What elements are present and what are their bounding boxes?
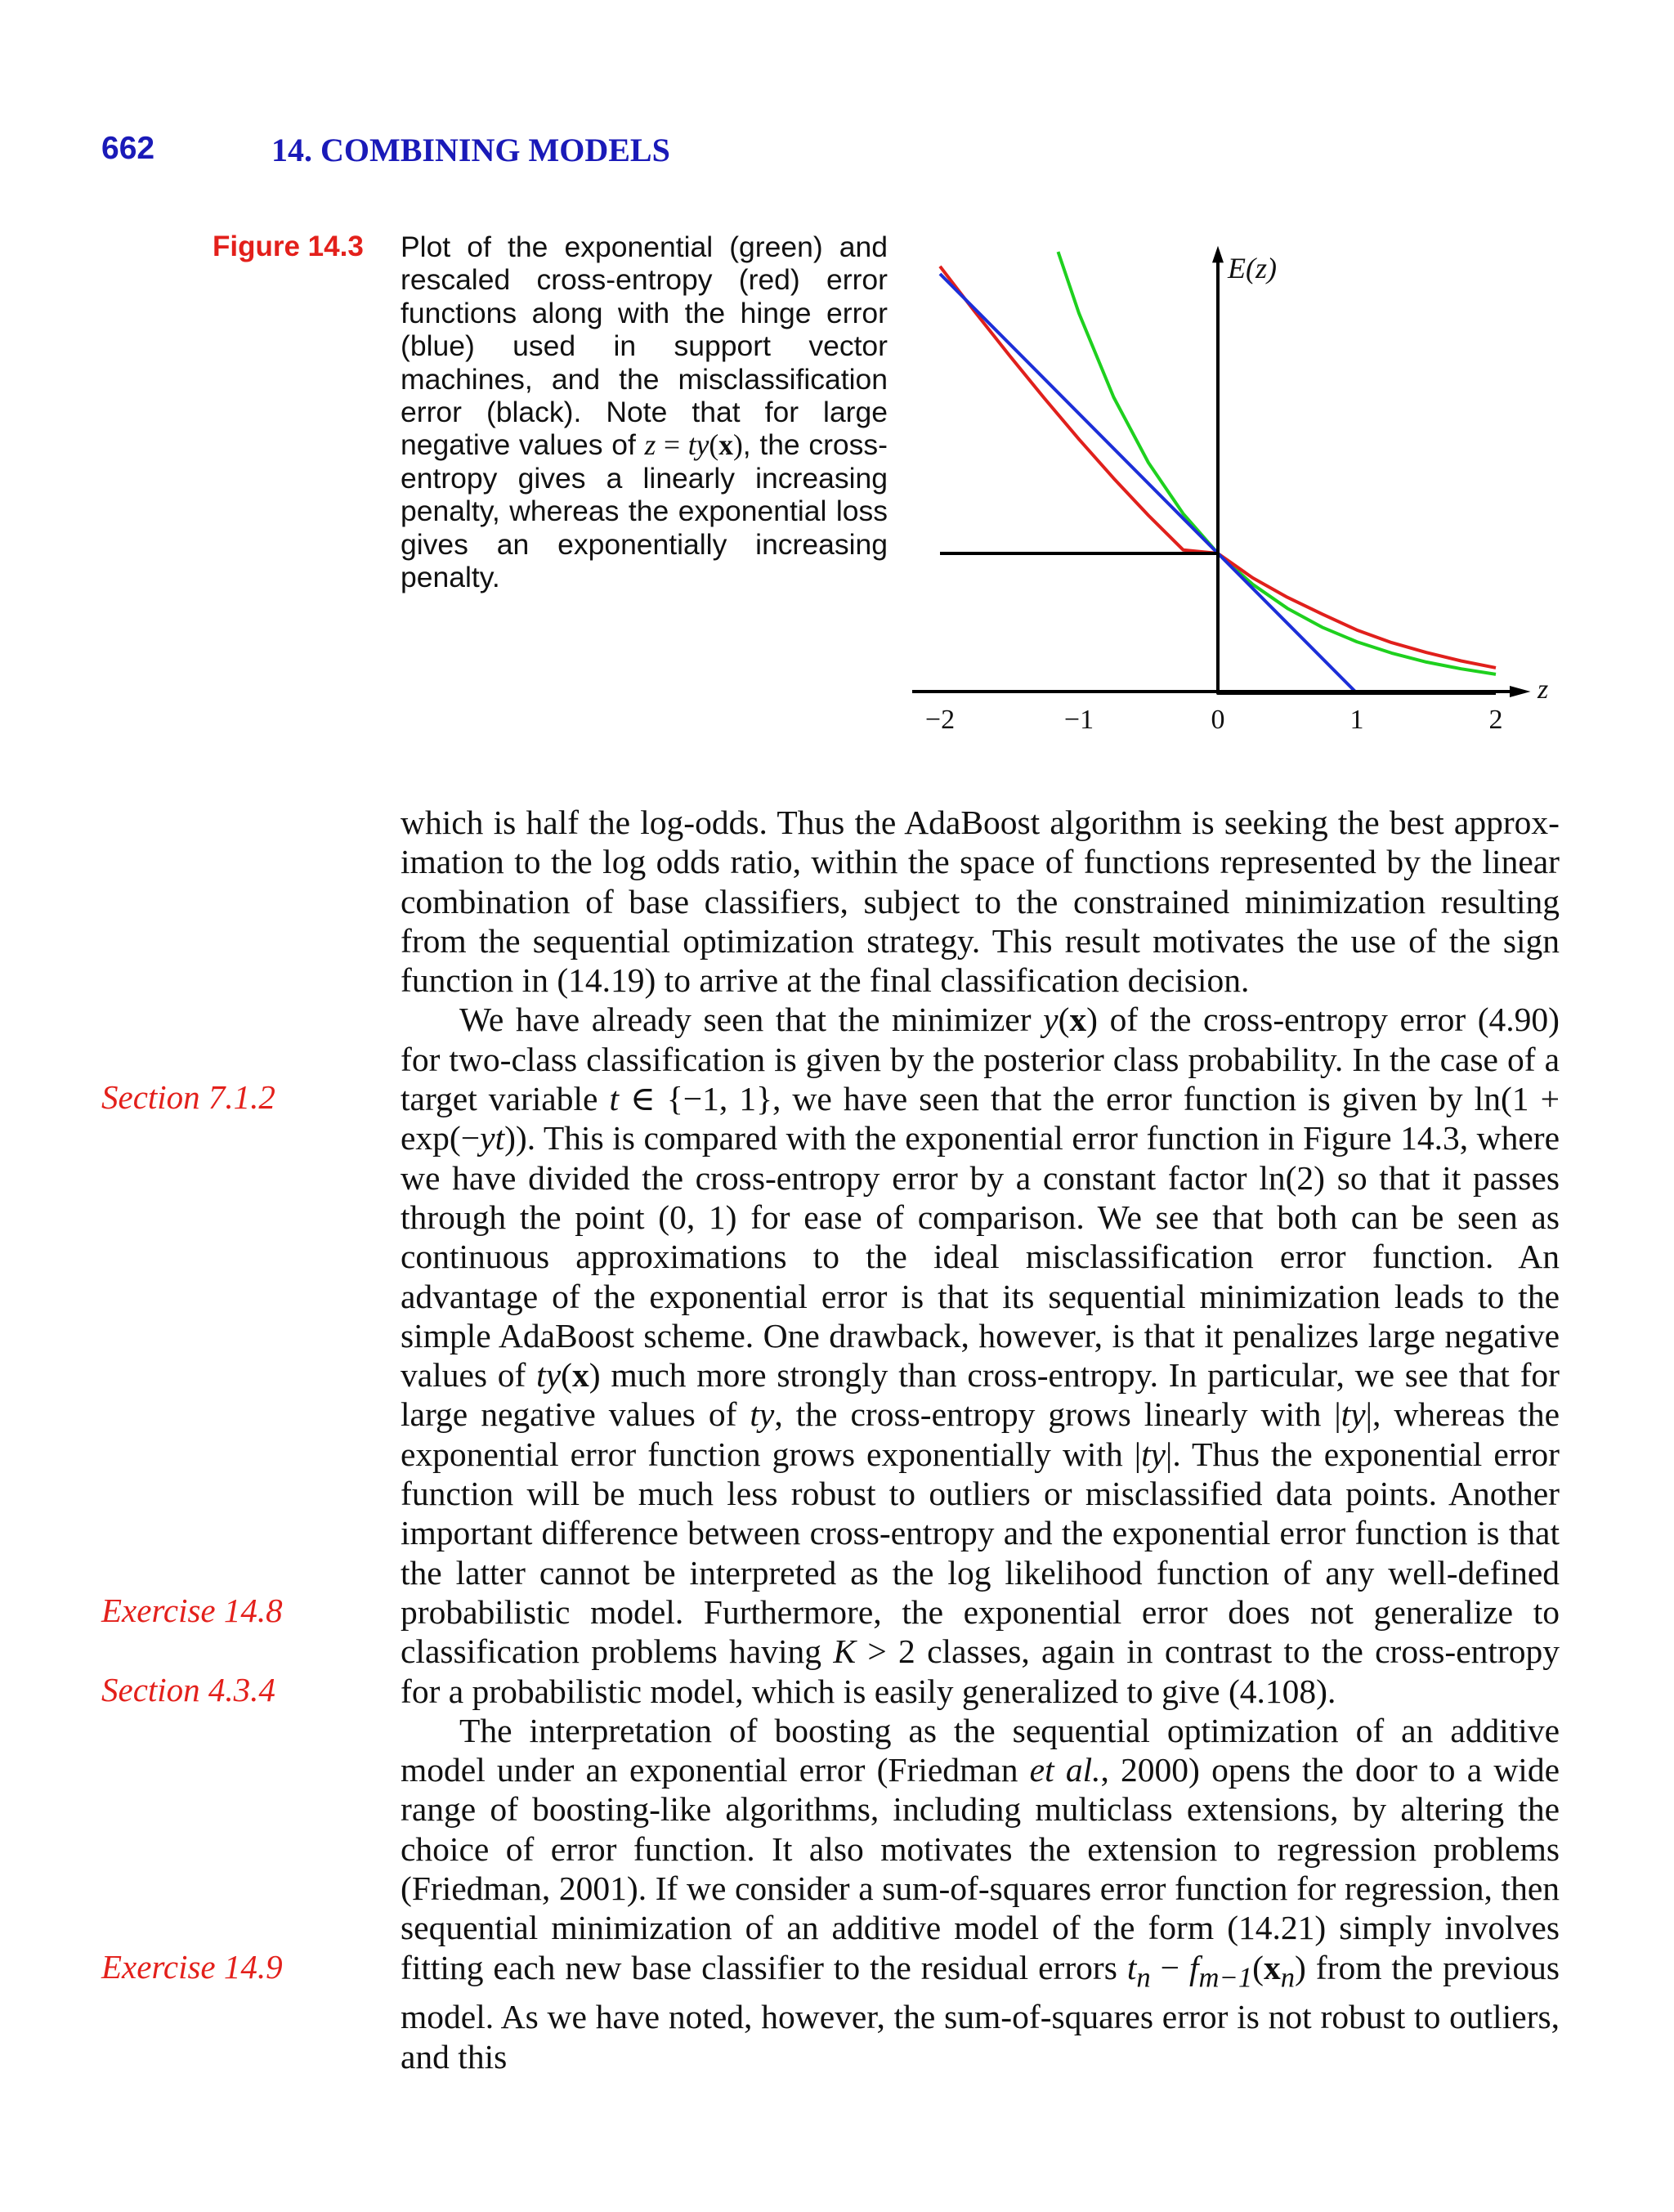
x-tick-label: −2 [924, 705, 956, 735]
figure-caption: Plot of the exponential (green) and rescaled cross-entropy (red) error functions along with the hinge error (blue) used in support vector machines, and the misclassification error (black). Note that for large negative values of z = ty(x), the cross-entropy gives a linearly increasing penalty, whereas the exponential loss gives an exponentially increasing penalty. [401, 231, 888, 594]
margin-note-section-7-1-2[interactable]: Section 7.1.2 [101, 1078, 275, 1116]
margin-note-section-4-3-4[interactable]: Section 4.3.4 [101, 1671, 275, 1708]
x-axis-arrowhead [1510, 686, 1531, 697]
margin-note-exercise-14-9[interactable]: Exercise 14.9 [101, 1948, 283, 1986]
y-axis-label: E(z) [1228, 252, 1277, 285]
x-tick-label: 1 [1349, 705, 1364, 735]
chapter-title: 14. COMBINING MODELS [271, 132, 670, 168]
x-tick-label: 2 [1488, 705, 1503, 735]
paragraph-2: We have already seen that the minimizer y(x) of the cross-entropy error (4.90) for two-class classification is given by the posterior class probability. In the case of a target variable t ∈ {−1, 1}, we have seen that the error function is given by ln(1 + exp(−yt)). This is compared with the exponential error function in Figure 14.3, where we have divided the cross-entropy error by a constant factor ln(2) so that it passes through the point (0, 1) for ease of comparison. We see that both can be seen as continuous approximations to the ideal misclassification error function. An advantage of the exponential error is that its sequential minimization leads to the simple AdaBoost scheme. One drawback, however, is that it penalizes large negative values of ty(x) much more strongly than cross-entropy. In particular, we see that for large negative values of ty, the cross-entropy grows linearly with |ty|, whereas the exponential error function grows exponentially with |ty|. Thus the exponential error function will be much less robust to outliers or misclassified data points. Another important difference between cross-entropy and the exponential error function is that the latter cannot be interpreted as the log likelihood function of any well-defined probabilistic model. Furthermore, the exponential error does not generalize to classification problems having K > 2 classes, again in contrast to the cross-entropy for a probabilistic model, which is easily generalized to give (4.108). [401, 1001, 1560, 1710]
paragraph-1: which is half the log-odds. Thus the AdaBoost algorithm is seeking the best approximation to the log odds ratio, within the space of functions represented by the linear combination of base classifiers, subject to the constrained minimization resulting from the sequential optimization strategy. This result motivates the use of the sign function in (14.19) to arrive at the final classification decision. [401, 804, 1560, 1000]
paragraph-3: The interpretation of boosting as the sequential optimization of an additive model under an exponential error (Friedman et al., 2000) opens the door to a wide range of boosting-like algorithms, including multiclass extensions, by altering the choice of error function. It also motivates the extension to regression problems (Friedman, 2001). If we consider a sum-of-squares error function for regression, then sequential minimization of an additive model of the form (14.21) simply involves fitting each new base classifier to the residual errors $t_n - f_{m-1}(x_n)$ from the previous model. As we have noted, however, the sum-of-squares error is not robust to outliers, and this [401, 1711, 1560, 2075]
y-axis-arrowhead [1212, 246, 1224, 263]
error-function-plot [899, 245, 1549, 752]
figure-label: Figure 14.3 [213, 231, 364, 262]
x-axis-label: z [1537, 674, 1549, 705]
x-tick-label: 0 [1211, 705, 1225, 735]
x-tick-labels [925, 705, 1503, 735]
margin-note-exercise-14-8[interactable]: Exercise 14.8 [101, 1592, 283, 1629]
body-text [401, 803, 1560, 2076]
x-tick-label: −1 [1063, 705, 1094, 735]
page-number: 662 [101, 131, 155, 166]
